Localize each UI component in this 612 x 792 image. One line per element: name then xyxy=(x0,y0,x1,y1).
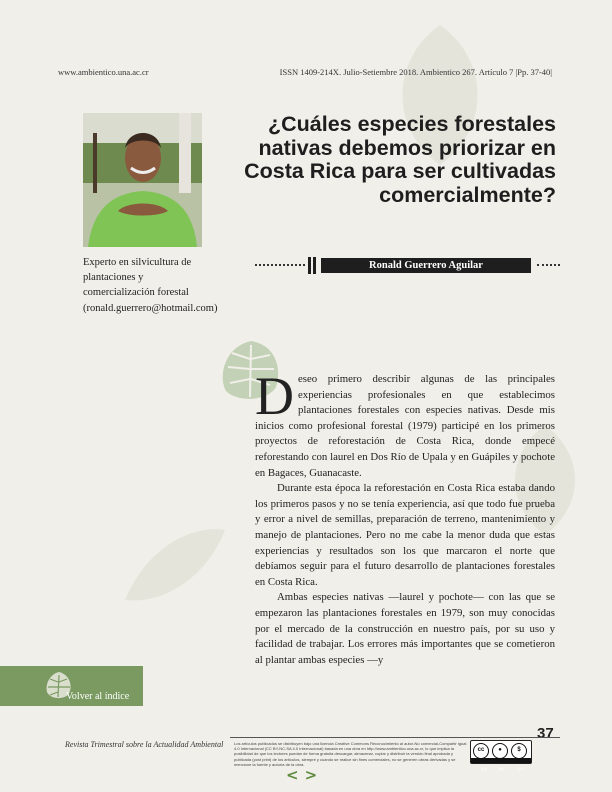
paragraph: Ambas especies nativas —laurel y pochote— con las que se empezaron las plantaciones forestales en 1979, son muy conocidas por el mercado de la construcción en nuestro país, por su uso y facilidad de trabajar. Los errores más importantes que se cometieron al plantar ambas especies —y xyxy=(255,591,555,666)
paragraph: Durante esta época la reforestación en Costa Rica estaba dando los primeros pasos y no se tenía experiencia, así que todo fue prueba y error a nivel de semillas, preparación de terreno, mantenimiento y manejo de plantaciones. Pero no me cabe la menor duda que estas experiencias y resultados son los que marcaron el norte que debíamos seguir para el futuro desarrollo de plantaciones forestales en Costa Rica. xyxy=(255,482,555,588)
author-photo xyxy=(83,113,202,247)
author-name: Ronald Guerrero Aguilar xyxy=(321,258,531,273)
author-bar xyxy=(255,257,560,274)
bar-ornament xyxy=(308,257,318,274)
license-text: Los artículos publicados se distribuyen bajo una licencia Creative Commons Reconocimiento al autor-No comercial-Compartir igual 4.0 Internacional (CC BY-NC-SA 4.0 Internacional) basada en una obra en http://www.ambientico.una.ac.cr, lo que implica la posibilidad de que los lectores puedan de forma gratuita descargar, almacenar, copiar y distribuir la versión final aprobada y publicada (post print) de los artículos, siempre y cuando se realice sin fines comerciales, no se generen obras derivadas y se mencione la fuente y autoría de la obra. xyxy=(234,741,467,767)
issn-header: ISSN 1409-214X. Julio-Setiembre 2018. Ambientico 267. Artículo 7 |Pp. 37-40| xyxy=(279,67,552,77)
cc-label-strip xyxy=(471,758,531,771)
journal-name: Revista Trimestral sobre la Actualidad Ambiental xyxy=(65,740,224,749)
dotted-divider xyxy=(255,264,305,266)
back-to-index-button[interactable] xyxy=(0,666,143,706)
cc-label-sa: SA xyxy=(517,766,524,771)
creative-commons-badge[interactable] xyxy=(470,740,532,771)
article-title: ¿Cuáles especies forestales nativas debemos priorizar en Costa Rica para ser cultivadas comercialmente? xyxy=(244,112,556,207)
cc-icon: cc xyxy=(473,743,489,759)
background-leaf-icon xyxy=(120,520,230,610)
page-navigation xyxy=(286,766,323,784)
paragraph-text: eseo primero describir algunas de las principales experiencias profesionales en que establecimos plantaciones forestales con especies nativas. Desde mis inicios como profesional forestal (1979) participé en los primeros proyectos de reforestación de Costa Rica, donde empecé reforestando con laurel en Dos Río de Upala y en Guápiles y pochote en Bagaces, Guanacaste. xyxy=(255,373,555,479)
cc-label-nc: NC xyxy=(499,766,506,771)
website-url[interactable]: www.ambientico.una.ac.cr xyxy=(58,67,149,77)
article-body xyxy=(255,366,555,668)
nc-icon: $ xyxy=(511,743,527,759)
by-icon: ● xyxy=(492,743,508,759)
page-number: 37 xyxy=(537,725,554,742)
paragraph xyxy=(255,366,555,481)
cc-label-by: BY xyxy=(481,766,488,771)
footer-divider xyxy=(230,737,560,738)
next-page-arrow-icon[interactable]: > xyxy=(304,766,324,784)
dotted-divider xyxy=(537,264,560,266)
previous-page-arrow-icon[interactable]: < xyxy=(286,766,305,784)
author-bio: Experto en silvicultura de plantaciones y comercialización forestal (ronald.guerrero@hotmail.com) xyxy=(83,257,218,314)
drop-cap: D xyxy=(255,366,294,426)
back-to-index-label: Volver al índice xyxy=(66,691,130,702)
